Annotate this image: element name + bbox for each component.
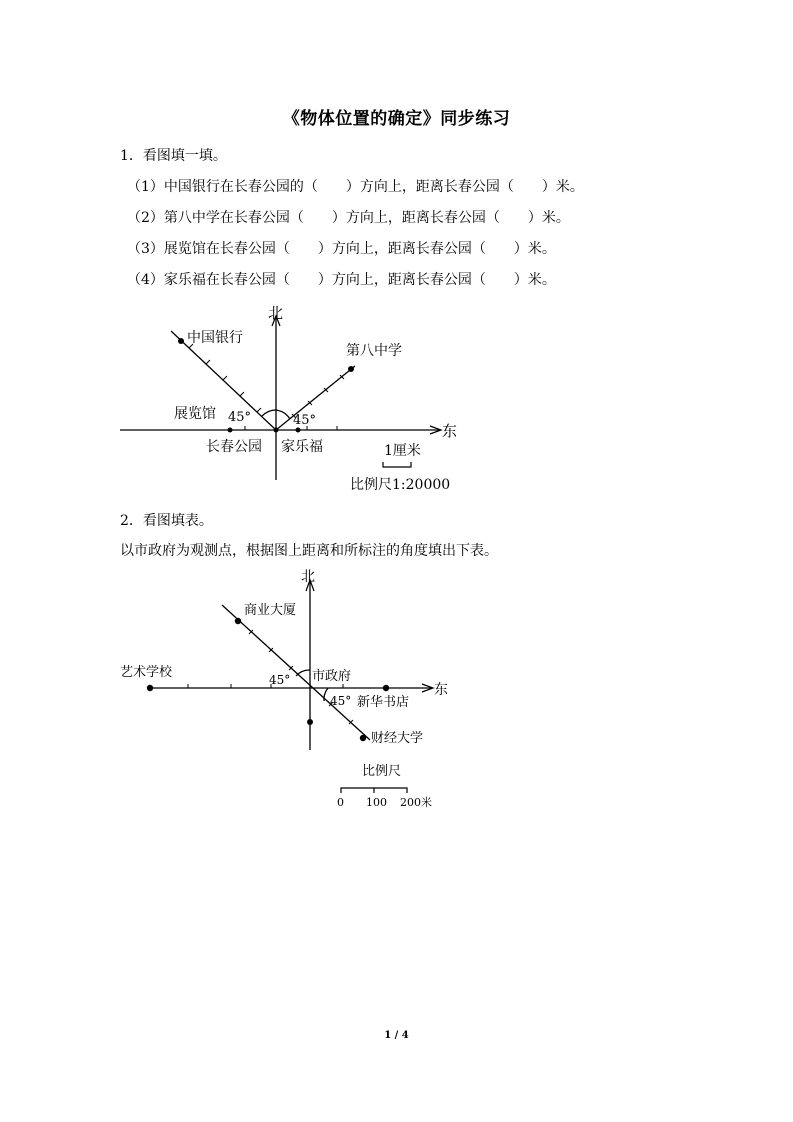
page-title: 《物体位置的确定》同步练习 [282, 109, 511, 129]
figure-2-bookstore-label: 新华书店 [357, 695, 410, 710]
question-1-item-2: （2）第八中学在长春公园（ ）方向上，距离长春公园（ ）米。 [127, 210, 570, 226]
figure-1-east-label: 东 [442, 422, 458, 440]
figure-2-point-mall [235, 618, 241, 624]
figure-2-art-school-label: 艺术学校 [120, 665, 173, 680]
figure-1-origin-label: 长春公园 [206, 439, 262, 455]
figure-2-angle-left-label: 45° [269, 673, 291, 687]
figure-1-north-label: 北 [268, 304, 284, 322]
figure-2-point-university [360, 735, 366, 741]
question-1-heading: 1．看图填一填。 [120, 148, 227, 164]
figure-2-university-label: 财经大学 [371, 731, 424, 746]
page-number: 1 / 4 [384, 1030, 409, 1041]
figure-1-scale-text: 比例尺1:20000 [350, 477, 451, 493]
figure-2-origin-label: 市政府 [312, 669, 352, 684]
figure-2-north-label: 北 [301, 569, 315, 585]
figure-1-scale-unit: 1厘米 [384, 443, 421, 459]
figure-1-store-label: 家乐福 [281, 439, 323, 455]
question-2-instruction: 以市政府为观测点，根据图上距离和所标注的角度填出下表。 [120, 543, 498, 559]
figure-2-point-bookstore [383, 685, 389, 691]
figure-2-east-label: 东 [434, 682, 448, 698]
figure-1-hall-label: 展览馆 [174, 406, 216, 422]
figure-2-mall-label: 商业大厦 [244, 603, 297, 618]
question-2-heading: 2．看图填表。 [120, 513, 213, 529]
figure-1-bank-label: 中国银行 [187, 330, 243, 346]
question-1-item-3: （3）展览馆在长春公园（ ）方向上，距离长春公园（ ）米。 [127, 241, 556, 257]
figure-1-school-label: 第八中学 [346, 343, 402, 359]
figure-2-scale-tick-0: 0 [337, 796, 344, 809]
question-1-item-1: （1）中国银行在长春公园的（ ）方向上，距离长春公园（ ）米。 [127, 179, 584, 195]
figure-1-angle-right-label: 45° [293, 413, 317, 428]
figure-2-scale-tick-100: 100 [366, 796, 387, 809]
figure-2-point-art-school [147, 685, 153, 691]
figure-2-scale-tick-200: 200米 [400, 796, 432, 809]
figure-2-angle-right-label: 45° [330, 694, 352, 708]
figure-1-angle-left-label: 45° [228, 410, 252, 425]
figure-2-point-south [307, 719, 313, 725]
question-1-item-4: （4）家乐福在长春公园（ ）方向上，距离长春公园（ ）米。 [127, 272, 556, 288]
figure-2-scale-title: 比例尺 [362, 764, 402, 779]
